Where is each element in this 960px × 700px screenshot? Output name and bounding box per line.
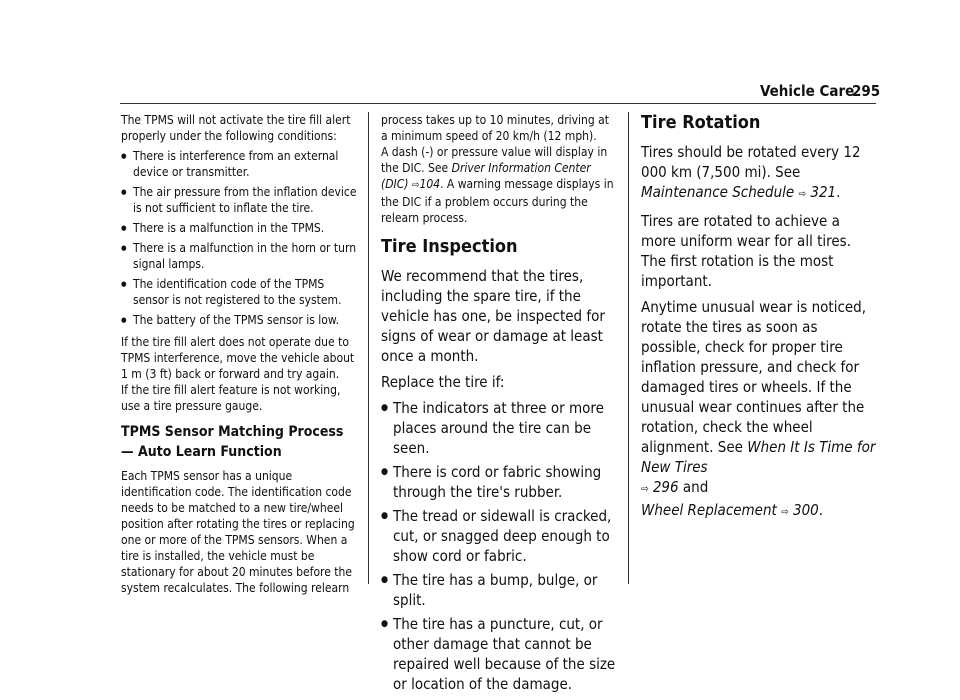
section-heading: Tire Inspection — [381, 236, 518, 257]
new-tires-reference-link[interactable]: When It Is Time for New Tires — [641, 438, 876, 476]
page-reference-arrow-icon: ⇨ — [781, 507, 789, 518]
inspection-paragraph: We recommend that the tires, including the spare tire, if the vehicle has one, be inspected for signs of wear or damage at least once a month. — [381, 267, 605, 365]
page-reference-arrow-icon: ⇨ — [798, 189, 807, 200]
replace-list — [381, 398, 617, 694]
list-item: ● The identification code of the TPMS sensor is not registered to the system. — [121, 276, 357, 308]
end-text: . — [818, 501, 824, 519]
conditions-list — [121, 148, 357, 328]
dash-text-end: . A warning message displays in the DIC if a problem occurs during the relearn process. — [381, 177, 614, 225]
interference-paragraph: If the tire fill alert does not operate due to TPMS interference, move the vehicle about 1 m (3 ft) back or forward and try again. — [121, 335, 355, 381]
relearn-continued: process takes up to 10 minutes, driving at a minimum speed of 20 km/h (12 mph). — [381, 113, 610, 143]
column-1 — [121, 112, 357, 600]
column-3 — [641, 112, 877, 529]
dic-reference-link[interactable]: Driver Information Center (DIC) — [381, 161, 591, 191]
maintenance-reference-link[interactable]: Maintenance Schedule — [641, 183, 795, 201]
dash-paragraph — [381, 144, 617, 226]
rotation-text: Tires should be rotated every 12 000 km (7,500 mi). See — [641, 143, 861, 181]
dash-text: A dash (-) or pressure value will display in the DIC. See — [381, 145, 608, 175]
wheel-replacement-reference-link[interactable]: Wheel Replacement — [641, 501, 777, 519]
and-text: and — [682, 478, 709, 496]
list-item: ● The tire has a puncture, cut, or other damage that cannot be repaired well because of the size or location of the damage. — [381, 614, 617, 694]
unusual-wear-text: Anytime unusual wear is noticed, rotate the tires as soon as possible, check for proper tire inflation pressure, and check for damaged tires or wheels. If the unusual wear continues after the rotation, check the wheel alignment. See — [641, 298, 867, 456]
rotation-text-end: . — [836, 183, 841, 201]
dic-page-link[interactable]: 104 — [419, 177, 441, 191]
section-heading: TPMS Sensor Matching Process — Auto Learn Function — [121, 424, 344, 460]
list-item: ● There is a malfunction in the horn or turn signal lamps. — [121, 240, 357, 272]
gauge-paragraph: If the tire fill alert feature is not working, use a tire pressure gauge. — [121, 383, 341, 413]
maintenance-page-link[interactable]: 321 — [810, 183, 837, 201]
rotation-paragraph — [641, 142, 877, 205]
uniform-wear-paragraph: Tires are rotated to achieve a more uniform wear for all tires. The first rotation is the most important. — [641, 212, 851, 290]
wheel-replacement-page-link[interactable]: 300 — [792, 501, 819, 519]
column-divider-1 — [368, 112, 369, 584]
column-2 — [381, 112, 617, 700]
intro-paragraph: The TPMS will not activate the tire fill alert properly under the following conditions: — [121, 113, 351, 143]
list-item: ● There is interference from an external device or transmitter. — [121, 148, 357, 180]
list-item: ● There is a malfunction in the TPMS. — [121, 220, 357, 236]
list-item: ● The indicators at three or more places around the tire can be seen. — [381, 398, 617, 458]
sensor-paragraph: Each TPMS sensor has a unique identification code. The identification code needs to be matched to a new tire/wheel position after rotating the tires or replacing one or more of the TPMS sensors. When a tire is installed, the vehicle must be stationary for about 20 minutes before the system recalculates. The following relearn — [121, 469, 355, 595]
section-heading: Tire Rotation — [641, 112, 761, 133]
list-item: ● There is cord or fabric showing through the tire's rubber. — [381, 462, 617, 502]
header-rule — [120, 103, 876, 104]
column-divider-2 — [628, 112, 629, 584]
list-item: ● The air pressure from the inflation device is not sufficient to inflate the tire. — [121, 184, 357, 216]
page-reference-arrow-icon: ⇨ — [411, 180, 420, 191]
page-reference-arrow-icon: ⇨ — [641, 484, 649, 495]
list-item: ● The tire has a bump, bulge, or split. — [381, 570, 617, 610]
list-item: ● The tread or sidewall is cracked, cut, or snagged deep enough to show cord or fabric. — [381, 506, 617, 566]
new-tires-page-link[interactable]: 296 — [652, 478, 679, 496]
list-item: ● The battery of the TPMS sensor is low. — [121, 312, 357, 328]
page-number: 295 — [852, 82, 881, 100]
section-title: Vehicle Care — [760, 82, 855, 100]
unusual-wear-paragraph — [641, 297, 877, 523]
replace-lead: Replace the tire if: — [381, 373, 505, 391]
